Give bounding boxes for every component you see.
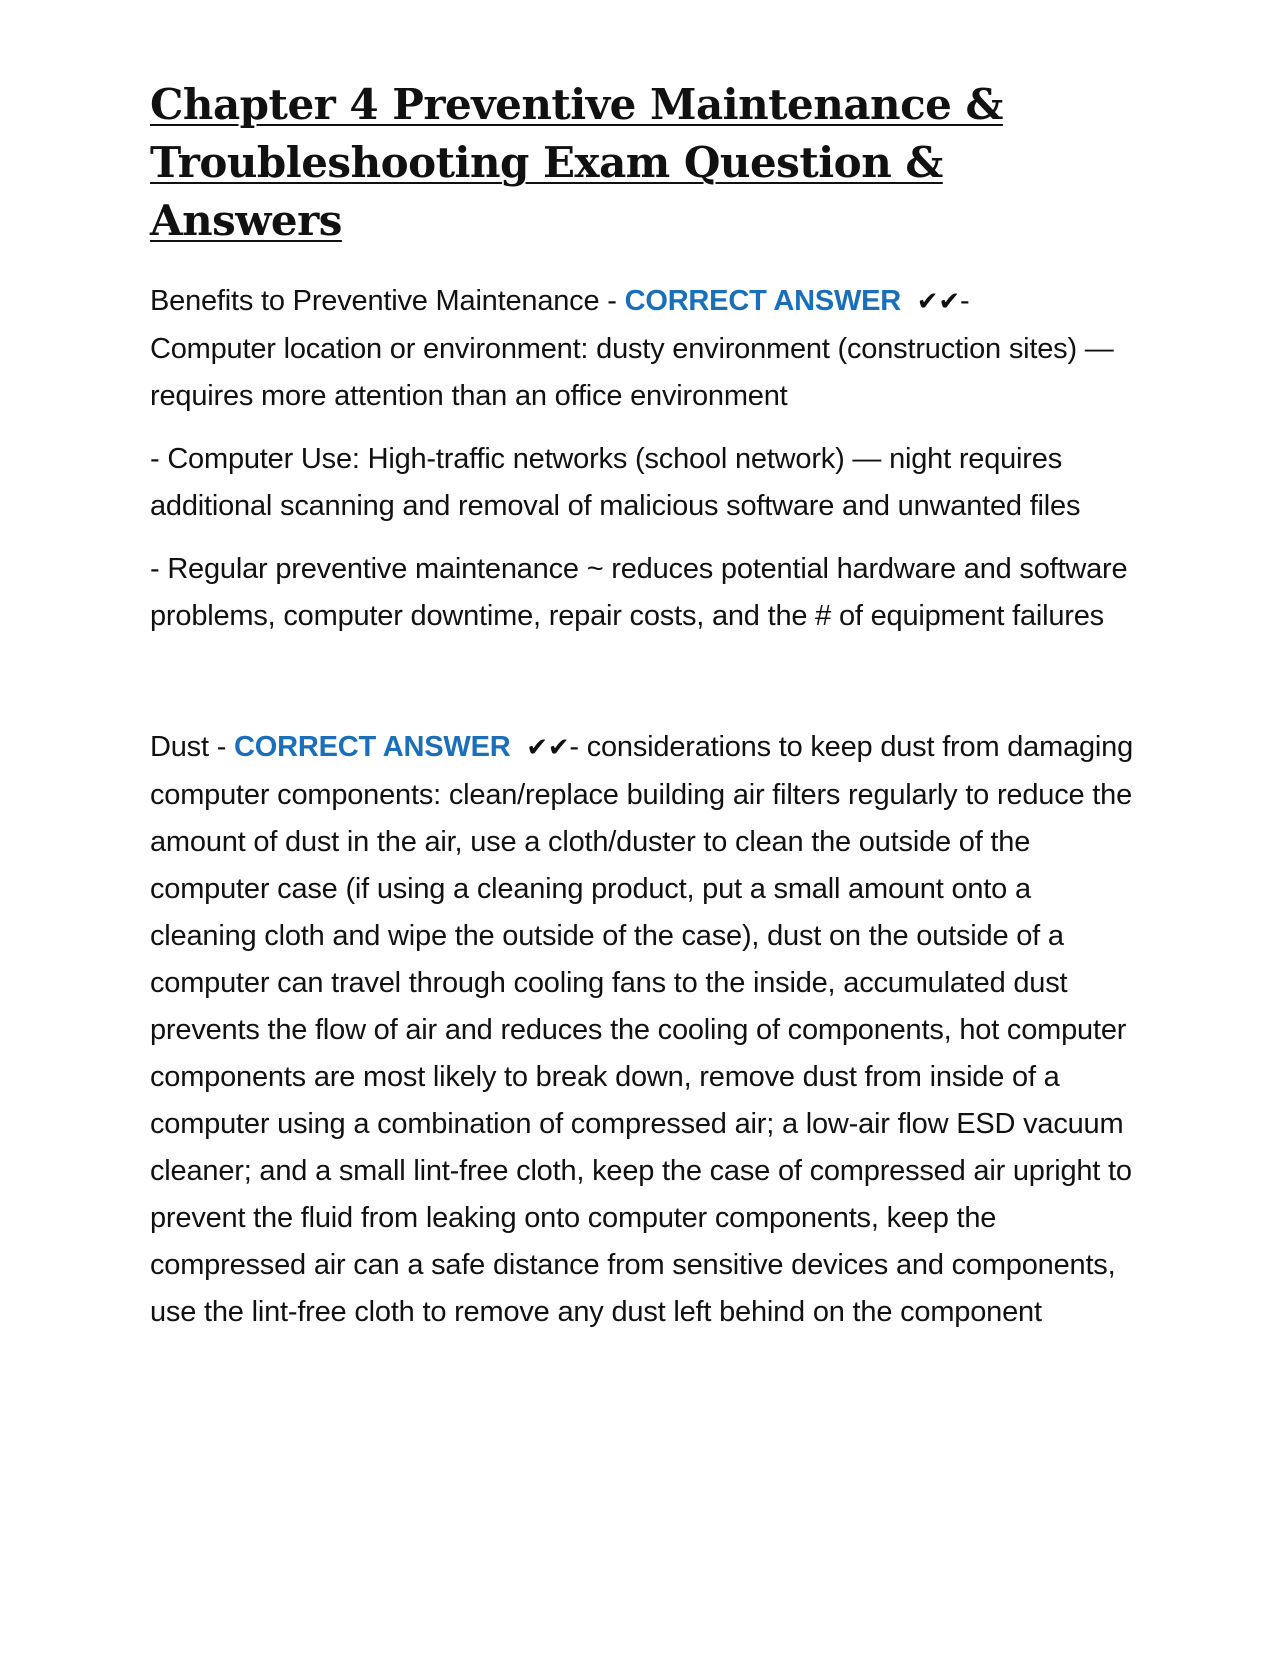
document-page xyxy=(150,76,1140,1352)
correct-answer-label: CORRECT ANSWER xyxy=(624,285,902,317)
entry-continuation: - Regular preventive maintenance ~ reduces potential hardware and software problems, computer downtime, repair costs, and the # of equipment failures xyxy=(150,553,1128,632)
correct-answer-label: CORRECT ANSWER xyxy=(234,731,511,763)
entry-definition: Computer location or environment: dusty environment (construction sites) — requires more attention than an office environment xyxy=(150,333,1114,412)
entry-continuation: - Computer Use: High-traffic networks (school network) — night requires additional scanning and removal of malicious software and unwanted files xyxy=(150,443,1081,522)
entry-term: Dust xyxy=(150,731,209,763)
paragraph-spacer xyxy=(150,656,1140,724)
entry-term: Benefits to Preventive Maintenance xyxy=(150,285,600,317)
check-marks-icon: ✔✔ xyxy=(526,733,570,763)
entry-benefits: Benefits to Preventive Maintenance - CORRECT ANSWER ✔✔- Computer location or environment: dusty environment (construction sites) — requires more attention than an office environment xyxy=(150,285,1114,412)
entry-definition: considerations to keep dust from damaging computer components: clean/replace building air filters regularly to reduce the amount of dust in the air, use a cloth/duster to clean the outside of the computer case (if using a cleaning product, put a small amount onto a cleaning cloth and wipe the outside of the case), dust on the outside of a computer can travel through cooling fans to the inside, accumulated dust prevents the flow of air and reduces the cooling of components, hot computer components are most likely to break down, remove dust from inside of a computer using a combination of compressed air; a low-air flow ESD vacuum cleaner; and a small lint-free cloth, keep the case of compressed air upright to prevent the fluid from leaking onto computer components, keep the compressed air can a safe distance from sensitive devices and components, use the lint-free cloth to remove any dust left behind on the component xyxy=(150,731,1134,1328)
entry-dust: Dust - CORRECT ANSWER ✔✔- considerations to keep dust from damaging computer components: clean/replace building air filters regularly to reduce the amount of dust in the air, use a cloth/duster to clean the outside of the computer case (if using a cleaning product, put a small amount onto a cleaning cloth and wipe the outside of the case), dust on the outside of a computer can travel through cooling fans to the inside, accumulated dust prevents the flow of air and reduces the cooling of components, hot computer components are most likely to break down, remove dust from inside of a computer using a combination of compressed air; a low-air flow ESD vacuum cleaner; and a small lint-free cloth, keep the case of compressed air upright to prevent the fluid from leaking onto computer components, keep the compressed air can a safe distance from sensitive devices and components, use the lint-free cloth to remove any dust left behind on the component xyxy=(150,731,1134,1328)
document-title: Chapter 4 Preventive Maintenance & Troubleshooting Exam Question & Answers xyxy=(150,80,1003,245)
check-marks-icon: ✔✔ xyxy=(916,287,960,317)
